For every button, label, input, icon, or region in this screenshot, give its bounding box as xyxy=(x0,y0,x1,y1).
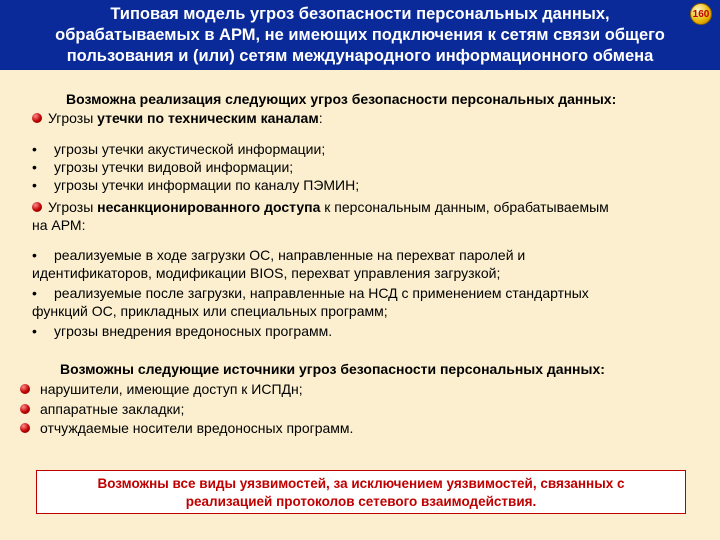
header-title-line-2: обрабатываемых в АРМ, не имеющих подключения к сетям связи общего xyxy=(55,26,665,44)
threats-heading: Возможна реализация следующих угроз безопасности персональных данных: xyxy=(66,91,617,107)
unauthorized-threats-title-line-2: на АРМ: xyxy=(32,217,86,233)
sources-heading: Возможны следующие источники угроз безопасности персональных данных: xyxy=(60,361,605,377)
source-item-2: аппаратные закладки; xyxy=(40,401,185,417)
unauthorized-threats-title: Угрозы несанкционированного доступа к персональным данным, обрабатываемым xyxy=(48,199,609,215)
unauthorized-item-1-line-2: идентификаторов, модификации BIOS, перехват управления загрузкой; xyxy=(32,265,501,281)
source-item-1: нарушители, имеющие доступ к ИСПДн; xyxy=(40,381,303,397)
leakage-item-3: угрозы утечки информации по каналу ПЭМИН; xyxy=(54,177,360,193)
source-item-3: отчуждаемые носители вредоносных программ. xyxy=(40,420,354,436)
list-bullet: • xyxy=(32,323,37,339)
red-ball-bullet-icon xyxy=(32,202,42,212)
unauthorized-item-2-line-1: реализуемые после загрузки, направленные на НСД с применением стандартных xyxy=(54,285,589,301)
list-bullet: • xyxy=(32,177,37,193)
slide-number: 160 xyxy=(692,8,710,20)
red-ball-bullet-icon xyxy=(32,113,42,123)
list-bullet: • xyxy=(32,285,37,301)
list-bullet: • xyxy=(32,159,37,175)
unauthorized-item-1-line-1: реализуемые в ходе загрузки ОС, направленные на перехват паролей и xyxy=(54,247,526,263)
vulnerabilities-note-line-2: реализацией протоколов сетевого взаимодействия. xyxy=(185,494,537,509)
unauthorized-item-3: угрозы внедрения вредоносных программ. xyxy=(54,323,333,339)
list-bullet: • xyxy=(32,141,37,157)
red-ball-bullet-icon xyxy=(20,384,30,394)
leakage-item-2: угрозы утечки видовой информации; xyxy=(54,159,294,175)
header-title-line-3: пользования и (или) сетям международного информационного обмена xyxy=(66,47,654,65)
list-bullet: • xyxy=(32,247,37,263)
leakage-item-1: угрозы утечки акустической информации; xyxy=(54,141,326,157)
vulnerabilities-note-line-1: Возможны все виды уязвимостей, за исключением уязвимостей, связанных с xyxy=(97,476,625,491)
header-title-line-1: Типовая модель угроз безопасности персональных данных, xyxy=(110,5,610,23)
unauthorized-item-2-line-2: функций ОС, прикладных или специальных программ; xyxy=(32,303,388,319)
vulnerabilities-note-box xyxy=(36,470,686,514)
red-ball-bullet-icon xyxy=(20,404,30,414)
red-ball-bullet-icon xyxy=(20,423,30,433)
leakage-threats-title: Угрозы утечки по техническим каналам: xyxy=(48,110,323,126)
